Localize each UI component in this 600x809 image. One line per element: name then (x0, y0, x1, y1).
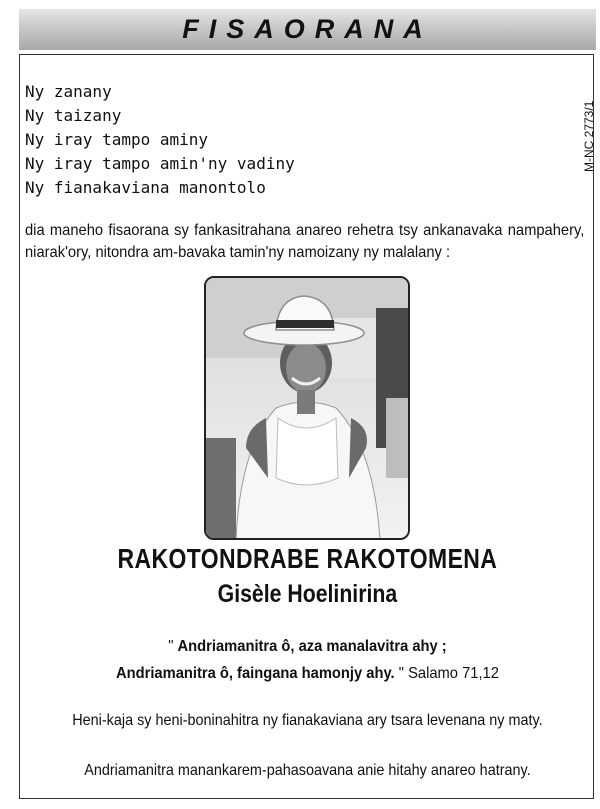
verse-reference: Salamo 71,12 (408, 665, 499, 682)
verse-text-1: Andriamanitra ô, aza manalavitra ahy ; (177, 638, 447, 655)
reference-code: M-NC 2773/1 (582, 100, 596, 172)
deceased-given-names: Gisèle Hoelinirina (217, 580, 398, 608)
title-banner (19, 9, 596, 50)
page-title: FISAORANA (182, 14, 433, 44)
deceased-surname: RAKOTONDRABE RAKOTOMENA (117, 543, 498, 574)
list-item: Ny iray tampo amin'ny vadiny (25, 154, 295, 173)
portrait-photo (204, 276, 410, 540)
verse-close-quote: " (398, 665, 404, 682)
closing-line-1: Heni-kaja sy heni-boninahitra ny fianakaviana ary tsara levenana ny maty. (72, 712, 543, 729)
verse-line-2 (25, 665, 591, 683)
portrait-photo-icon (206, 278, 408, 538)
verse-line-1 (25, 638, 591, 656)
list-item: Ny zanany (25, 82, 112, 101)
list-item: Ny taizany (25, 106, 122, 125)
list-item: Ny iray tampo aminy (25, 130, 209, 149)
verse-text-2: Andriamanitra ô, faingana hamonjy ahy. (115, 665, 395, 682)
list-item: Ny fianakaviana manontolo (25, 178, 266, 197)
closing-line-2: Andriamanitra manankarem-pahasoavana anie hitahy anareo hatrany. (84, 762, 531, 779)
intro-paragraph: dia maneho fisaorana sy fankasitrahana anareo rehetra tsy ankanavaka nampahery, niarak'ory, nitondra am-bavaka tamin'ny namoizany ny malalany : (25, 222, 585, 261)
relatives-list (25, 80, 295, 200)
verse-open-quote: " (168, 638, 174, 655)
